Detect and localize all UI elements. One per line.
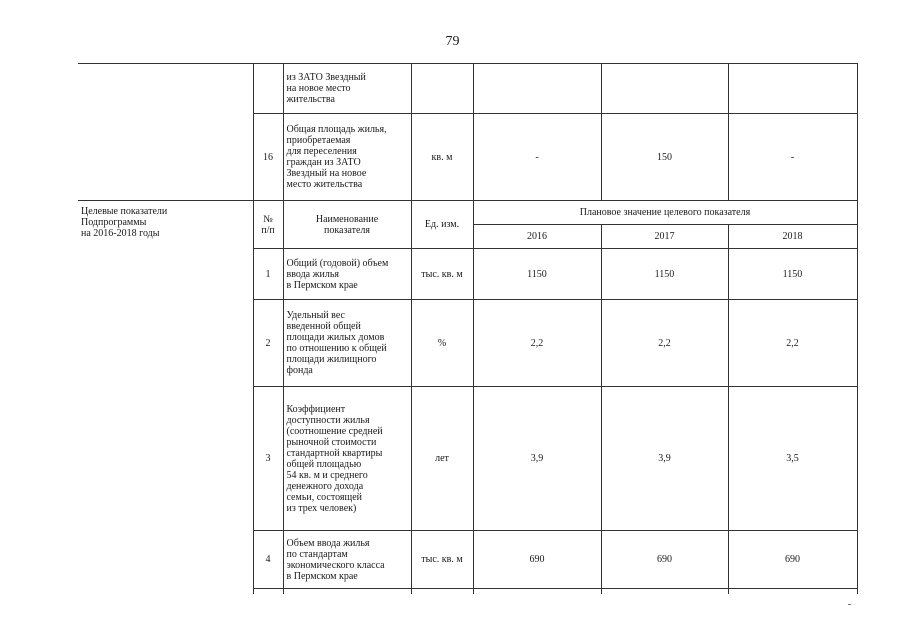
unit-cell: %	[411, 300, 473, 387]
row-number	[253, 64, 283, 114]
unit-cell: кв. м	[411, 114, 473, 201]
value-2018: 690	[728, 531, 857, 589]
indicator-name: Коэффициент доступности жилья (соотношение средней рыночной стоимости стандартной квартиры общей площадью 54 кв. м и среднего денежного дохода семьи, состоящей из трех человек)	[283, 387, 411, 531]
indicator-name: Объем ввода жилья по стандартам экономического класса в Пермском крае	[283, 531, 411, 589]
value-2018: 2,2	[728, 300, 857, 387]
value-2016: 3,9	[473, 387, 601, 531]
header-year-2018: 2018	[728, 225, 857, 249]
value-2018	[728, 64, 857, 114]
value-2017: 690	[601, 531, 728, 589]
unit-cell: лет	[411, 387, 473, 531]
table-header-row	[78, 201, 857, 225]
indicator-name: Общий (годовой) объем ввода жилья в Пермском крае	[283, 249, 411, 300]
header-number: № п/п	[253, 201, 283, 249]
value-2018: -	[728, 114, 857, 201]
row-number: 1	[253, 249, 283, 300]
scan-mark	[848, 604, 851, 605]
page-number: 79	[445, 34, 460, 49]
value-2016: 690	[473, 531, 601, 589]
value-2018: 3,5	[728, 387, 857, 531]
unit-cell: тыс. кв. м	[411, 249, 473, 300]
value-2017: 1150	[601, 249, 728, 300]
value-2016: -	[473, 114, 601, 201]
value-2016: 1150	[473, 249, 601, 300]
value-2016	[473, 64, 601, 114]
indicator-name: Общая площадь жилья, приобретаемая для переселения граждан из ЗАТО Звездный на новое место жительства	[283, 114, 411, 201]
section-label: Целевые показатели Подпрограммы на 2016-2018 годы	[78, 201, 253, 595]
header-unit: Ед. изм.	[411, 201, 473, 249]
row-number: 16	[253, 114, 283, 201]
header-year-2016: 2016	[473, 225, 601, 249]
value-2017	[601, 64, 728, 114]
value-2017: 150	[601, 114, 728, 201]
indicators-table	[78, 63, 858, 594]
table-row-continued-16	[78, 114, 857, 201]
indicator-name: из ЗАТО Звездный на новое место жительства	[283, 64, 411, 114]
header-year-2017: 2017	[601, 225, 728, 249]
row-number: 3	[253, 387, 283, 531]
table-row-continued-1	[78, 64, 857, 114]
value-2018: 1150	[728, 249, 857, 300]
indicator-name: Удельный вес введенной общей площади жилых домов по отношению к общей площади жилищного фонда	[283, 300, 411, 387]
row-number: 4	[253, 531, 283, 589]
value-2017: 2,2	[601, 300, 728, 387]
unit-cell: тыс. кв. м	[411, 531, 473, 589]
value-2016: 2,2	[473, 300, 601, 387]
unit-cell	[411, 64, 473, 114]
row-number: 2	[253, 300, 283, 387]
header-indicator-name: Наименование показателя	[283, 201, 411, 249]
header-plan-value: Плановое значение целевого показателя	[473, 201, 857, 225]
value-2017: 3,9	[601, 387, 728, 531]
